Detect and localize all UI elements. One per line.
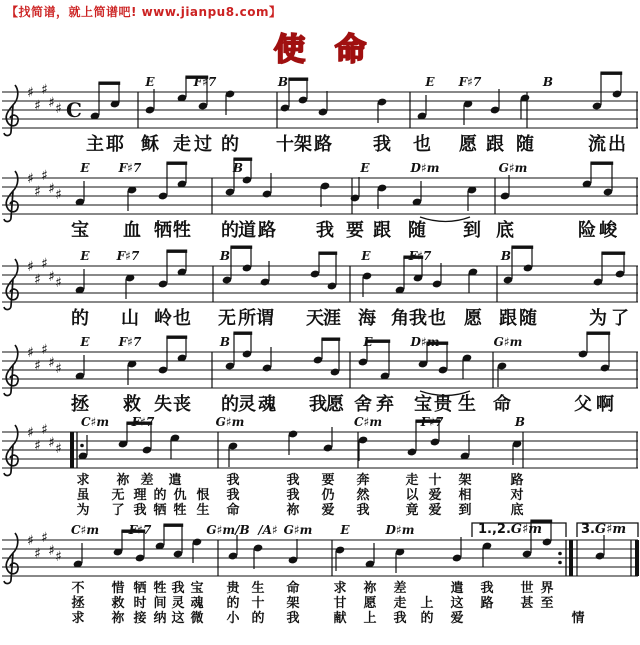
lyric-syllable: 牺 [153, 503, 167, 518]
lyric-syllable: 随 [516, 134, 534, 155]
lyric-syllable: 谓 [256, 308, 274, 329]
key-signature-sharp: ♯ [41, 422, 48, 438]
key-signature-sharp: ♯ [27, 425, 34, 441]
lyric-syllable: 我 [409, 308, 427, 329]
lyric-syllable: 走 [405, 473, 419, 488]
lyric-syllable: 主 [86, 134, 104, 155]
key-signature-sharp: ♯ [27, 85, 34, 101]
lyric-syllable: 时 [133, 596, 147, 611]
lyric-syllable: 要 [346, 220, 364, 241]
key-signature-sharp: ♯ [34, 184, 41, 200]
key-signature-sharp: ♯ [34, 98, 41, 114]
lyric-syllable: 牲 [173, 503, 187, 518]
lyric-syllable: 丧 [173, 394, 191, 415]
lyric-syllable: 海 [358, 308, 376, 329]
chord-symbol: F♯7 [458, 75, 482, 89]
lyric-syllable: 灵 [238, 394, 256, 415]
lyric-syllable: 路 [480, 596, 494, 611]
lyric-syllable: 理 [133, 488, 147, 503]
lyric-syllable: 为 [76, 503, 90, 518]
lyric-syllable: 我 [309, 394, 327, 415]
key-signature-sharp: ♯ [48, 95, 55, 111]
lyric-syllable: 祢 [286, 503, 300, 518]
lyric-syllable: 祢 [116, 473, 130, 488]
lyric-syllable: 接 [133, 611, 147, 626]
lyric-syllable: 惜 [111, 581, 125, 596]
lyric-syllable: 竟 [405, 503, 419, 518]
key-signature-sharp: ♯ [41, 342, 48, 358]
lyric-syllable: 所 [238, 308, 256, 329]
lyric-syllable: 贵 [434, 394, 452, 415]
lyric-syllable: 道 [238, 220, 256, 241]
lyric-syllable: 了 [611, 308, 629, 329]
key-signature-sharp: ♯ [41, 530, 48, 546]
chord-symbol: G♯m [283, 523, 313, 537]
chord-symbol: C♯m [80, 415, 110, 429]
key-signature-sharp: ♯ [27, 259, 34, 275]
lyric-syllable: 拯 [71, 596, 85, 611]
chord-symbol: F♯7 [420, 415, 444, 429]
key-signature-sharp: ♯ [48, 355, 55, 371]
lyric-syllable: 不 [71, 581, 85, 596]
lyric-syllable: 生 [196, 503, 210, 518]
lyric-syllable: 弃 [376, 394, 394, 415]
lyric-syllable: 这 [171, 611, 185, 626]
chord-symbol: B [277, 75, 289, 89]
chord-symbol: E [145, 75, 155, 89]
lyric-syllable: 舍 [354, 394, 372, 415]
chord-symbol: D♯m [385, 523, 415, 537]
lyric-syllable: 的 [221, 134, 239, 155]
chord-symbol: E [425, 75, 435, 89]
lyric-syllable: 这 [450, 596, 464, 611]
lyric-syllable: 的 [71, 308, 89, 329]
key-signature-sharp: ♯ [55, 549, 62, 565]
lyric-syllable: 的 [221, 394, 239, 415]
chord-symbol: C♯m [353, 415, 383, 429]
chord-symbol: E [361, 249, 371, 263]
chord-symbol: E [80, 249, 90, 263]
lyric-syllable: 纳 [153, 611, 167, 626]
lyric-syllable: 路 [510, 473, 524, 488]
chord-symbol: G♯m/B [206, 523, 250, 537]
lyric-syllable: 界 [540, 581, 554, 596]
chord-symbol: G♯m [510, 522, 543, 537]
lyric-syllable: 路 [258, 220, 276, 241]
lyric-syllable: 我 [133, 503, 147, 518]
lyric-syllable: 命 [493, 394, 511, 415]
key-signature-sharp: ♯ [48, 435, 55, 451]
volta-label: 1.,2.G♯m [478, 522, 543, 537]
key-signature-sharp: ♯ [55, 101, 62, 117]
lyric-syllable: 献 [333, 611, 347, 626]
key-signature-sharp: ♯ [55, 275, 62, 291]
lyric-syllable: 牲 [153, 581, 167, 596]
lyric-syllable: 间 [153, 596, 167, 611]
lyric-syllable: 到 [463, 220, 481, 241]
lyric-syllable: 拯 [71, 394, 89, 415]
lyric-syllable: 我 [286, 611, 300, 626]
chord-symbol: F♯7 [193, 75, 217, 89]
lyric-syllable: 跟 [499, 308, 517, 329]
key-signature-sharp: ♯ [55, 441, 62, 457]
chord-symbol: F♯7 [118, 161, 142, 175]
lyric-syllable: 要 [321, 473, 335, 488]
lyric-syllable: 小 [226, 611, 240, 626]
chord-symbol: F♯7 [131, 415, 155, 429]
lyric-syllable: 过 [194, 134, 212, 155]
lyric-syllable: 我 [286, 488, 300, 503]
lyric-syllable: 灵 [171, 596, 185, 611]
key-signature-sharp: ♯ [55, 187, 62, 203]
lyric-syllable: 跟 [486, 134, 504, 155]
lyric-syllable: 祢 [363, 581, 377, 596]
lyric-syllable: 失 [154, 394, 172, 415]
lyric-syllable: 的 [153, 488, 167, 503]
lyric-syllable: 上 [363, 611, 377, 626]
lyric-syllable: 走 [173, 134, 191, 155]
lyric-syllable: 父 [574, 394, 592, 415]
chord-symbol: F♯7 [128, 523, 152, 537]
lyric-syllable: 十 [276, 134, 294, 155]
chord-symbol: F♯7 [116, 249, 140, 263]
lyric-syllable: 的 [420, 611, 434, 626]
lyric-syllable: 愿 [326, 394, 344, 415]
lyric-syllable: 遣 [168, 473, 182, 488]
lyric-syllable: 虽 [76, 488, 90, 503]
lyric-syllable: 我 [286, 473, 300, 488]
lyric-syllable: 走 [393, 596, 407, 611]
lyric-syllable: 血 [123, 220, 141, 241]
lyric-syllable: 救 [111, 596, 125, 611]
chord-symbol: E [80, 161, 90, 175]
lyric-syllable: 随 [519, 308, 537, 329]
chord-symbol: G♯m [594, 522, 627, 537]
chord-symbol: C♯m [70, 523, 100, 537]
lyric-syllable: 宝 [190, 581, 204, 596]
lyric-syllable: 爱 [428, 503, 442, 518]
chord-symbol: G♯m [493, 335, 523, 349]
lyric-syllable: 以 [405, 488, 419, 503]
lyric-syllable: 我 [373, 134, 391, 155]
chord-symbol: E [80, 335, 90, 349]
chord-symbol: B [219, 335, 231, 349]
chord-symbol: E [363, 335, 373, 349]
chord-symbol: F♯7 [408, 249, 432, 263]
lyric-syllable: 架 [286, 596, 300, 611]
lyric-syllable: 命 [286, 581, 300, 596]
lyric-syllable: 无 [111, 488, 125, 503]
lyric-syllable: 世 [520, 581, 534, 596]
lyric-syllable: 也 [428, 308, 446, 329]
chord-symbol: B [514, 415, 526, 429]
lyric-syllable: 宝 [414, 394, 432, 415]
lyric-syllable: 了 [111, 503, 125, 518]
lyric-syllable: 甘 [333, 596, 347, 611]
lyric-syllable: 峻 [599, 220, 617, 241]
lyric-syllable: 我 [480, 581, 494, 596]
lyric-syllable: 我 [356, 503, 370, 518]
lyric-syllable: 稣 [141, 134, 159, 155]
lyric-syllable: 救 [123, 394, 141, 415]
lyric-syllable: 随 [408, 220, 426, 241]
chord-symbol: E [340, 523, 350, 537]
chord-symbol: G♯m [498, 161, 528, 175]
lyric-syllable: 耶 [106, 134, 124, 155]
time-signature-common: C [66, 98, 82, 122]
chord-symbol: /A♯ [258, 523, 278, 537]
lyric-syllable: 生 [251, 581, 265, 596]
lyric-syllable: 涯 [323, 308, 341, 329]
chord-symbol: D♯m [410, 161, 440, 175]
lyric-syllable: 生 [458, 394, 476, 415]
lyric-syllable: 祢 [111, 611, 125, 626]
key-signature-sharp: ♯ [27, 345, 34, 361]
lyric-syllable: 岭 [154, 308, 172, 329]
volta-label: 3.G♯m [581, 522, 627, 537]
key-signature-sharp: ♯ [27, 533, 34, 549]
chord-symbol: G♯m [215, 415, 245, 429]
lyric-syllable: 爱 [428, 488, 442, 503]
lyric-syllable: 愿 [459, 134, 477, 155]
lyric-syllable: 出 [608, 134, 626, 155]
lyric-syllable: 也 [173, 308, 191, 329]
lyric-syllable: 我 [316, 220, 334, 241]
lyric-syllable: 仇 [173, 488, 187, 503]
lyric-syllable: 魂 [190, 596, 204, 611]
lyric-syllable: 命 [226, 503, 240, 518]
lyric-syllable: 然 [356, 488, 370, 503]
key-signature-sharp: ♯ [48, 181, 55, 197]
chord-symbol: B [500, 249, 512, 263]
lyric-syllable: 为 [589, 308, 607, 329]
lyric-syllable: 山 [121, 308, 139, 329]
lyric-syllable: 情 [571, 611, 585, 626]
lyric-syllable: 我 [393, 611, 407, 626]
key-signature-sharp: ♯ [34, 546, 41, 562]
lyric-syllable: 求 [333, 581, 347, 596]
lyric-syllable: 我 [226, 473, 240, 488]
key-signature-sharp: ♯ [55, 361, 62, 377]
key-signature-sharp: ♯ [34, 438, 41, 454]
chord-symbol: B [542, 75, 554, 89]
lyric-syllable: 流 [588, 134, 606, 155]
lyric-syllable: 愿 [464, 308, 482, 329]
lyric-syllable: 求 [71, 611, 85, 626]
key-signature-sharp: ♯ [48, 543, 55, 559]
chord-symbol: D♯m [410, 335, 440, 349]
lyric-syllable: 牲 [173, 220, 191, 241]
lyric-syllable: 愿 [363, 596, 377, 611]
lyric-syllable: 遣 [450, 581, 464, 596]
lyric-syllable: 贵 [226, 581, 240, 596]
lyric-syllable: 跟 [373, 220, 391, 241]
lyric-syllable: 险 [578, 220, 596, 241]
lyric-syllable: 牺 [154, 220, 172, 241]
chord-symbol: B [219, 249, 231, 263]
key-signature-sharp: ♯ [34, 358, 41, 374]
lyric-syllable: 底 [496, 220, 514, 241]
lyric-syllable: 差 [393, 581, 407, 596]
lyric-syllable: 魂 [258, 394, 276, 415]
lyric-syllable: 仍 [321, 488, 335, 503]
lyric-syllable: 我 [171, 581, 185, 596]
lyric-syllable: 角 [391, 308, 409, 329]
key-signature-sharp: ♯ [48, 269, 55, 285]
lyric-syllable: 架 [294, 134, 312, 155]
key-signature-sharp: ♯ [41, 168, 48, 184]
lyric-syllable: 上 [420, 596, 434, 611]
lyric-syllable: 底 [510, 503, 524, 518]
lyric-syllable: 的 [226, 596, 240, 611]
lyric-syllable: 的 [221, 220, 239, 241]
lyric-syllable: 微 [190, 611, 204, 626]
key-signature-sharp: ♯ [41, 82, 48, 98]
lyric-syllable: 至 [540, 596, 554, 611]
lyric-syllable: 恨 [196, 488, 210, 503]
lyric-syllable: 十 [251, 596, 265, 611]
site-promo-link[interactable]: 【找简谱，就上简谱吧! www.jianpu8.com】 [6, 5, 282, 19]
key-signature-sharp: ♯ [41, 256, 48, 272]
lyric-syllable: 甚 [520, 596, 534, 611]
lyric-syllable: 对 [510, 488, 524, 503]
lyric-syllable: 求 [76, 473, 90, 488]
lyric-syllable: 奔 [356, 473, 370, 488]
key-signature-sharp: ♯ [27, 171, 34, 187]
lyric-syllable: 无 [218, 308, 236, 329]
lyric-syllable: 爱 [450, 611, 464, 626]
lyric-syllable: 的 [251, 611, 265, 626]
lyric-syllable: 牺 [133, 581, 147, 596]
chord-symbol: B [232, 161, 244, 175]
lyric-syllable: 宝 [71, 220, 89, 241]
key-signature-sharp: ♯ [34, 272, 41, 288]
lyric-syllable: 架 [458, 473, 472, 488]
lyric-syllable: 我 [226, 488, 240, 503]
lyric-syllable: 啊 [596, 394, 614, 415]
lyric-syllable: 到 [458, 503, 472, 518]
lyric-syllable: 十 [428, 473, 442, 488]
lyric-syllable: 路 [314, 134, 332, 155]
chord-symbol: F♯7 [118, 335, 142, 349]
lyric-syllable: 相 [458, 488, 472, 503]
lyric-syllable: 天 [306, 308, 324, 329]
song-title: 使命 [274, 32, 396, 68]
lyric-syllable: 差 [140, 473, 154, 488]
lyric-syllable: 也 [413, 134, 431, 155]
chord-symbol: E [360, 161, 370, 175]
lyric-syllable: 爱 [321, 503, 335, 518]
